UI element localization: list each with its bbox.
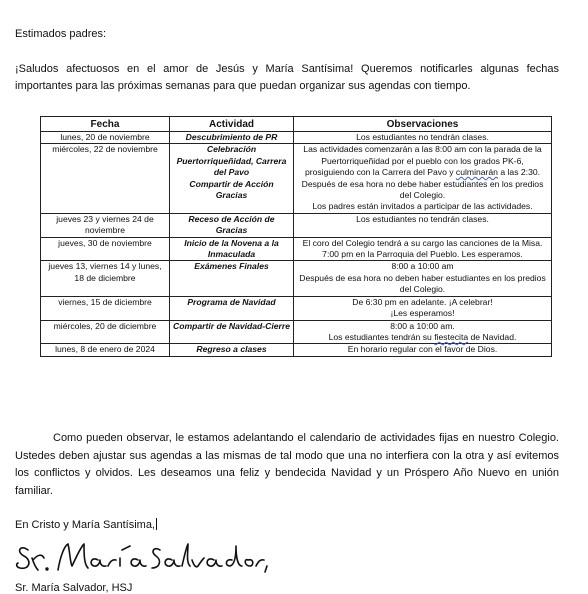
table-row: [41, 344, 552, 356]
cell-actividad: Descubrimiento de PR: [170, 132, 294, 144]
cell-fecha: lunes, 20 de noviembre: [41, 132, 170, 144]
observation-line: De 6:30 pm en adelante. ¡A celebrar!: [352, 296, 493, 307]
header-fecha: Fecha: [41, 117, 170, 132]
observation-line: [297, 144, 548, 201]
cell-actividad: [170, 144, 294, 213]
activity-line: Celebración Puertorriqueñidad, Carrera del Pavo: [176, 144, 287, 178]
spellcheck-word: fiestecita: [434, 331, 469, 342]
cell-fecha: miércoles, 20 de diciembre: [41, 320, 170, 344]
cell-actividad: Regreso a clases: [170, 344, 294, 356]
observation-text: Los estudiantes tendrán su: [328, 331, 435, 342]
observation-text: de Navidad.: [468, 331, 517, 342]
valediction[interactable]: [15, 518, 157, 531]
cell-observaciones: [294, 296, 552, 320]
cell-fecha: miércoles, 22 de noviembre: [41, 144, 170, 213]
observation-line: ¡Les esperamos!: [390, 308, 455, 319]
table-row: [41, 144, 552, 213]
table-row: [41, 213, 552, 237]
table-row: [41, 320, 552, 344]
table-row: [41, 237, 552, 261]
header-actividad: Actividad: [170, 117, 294, 132]
intro-paragraph: ¡Saludos afectuosos en el amor de Jesús y María Santísima! Queremos notificarles algunas fechas importantes para las próximas semanas para que puedan organizar sus agendas con tiempo.: [15, 63, 559, 92]
cell-observaciones: En horario regular con el favor de Dios.: [294, 344, 552, 356]
observation-line: [297, 332, 548, 343]
cell-fecha: jueves, 30 de noviembre: [41, 237, 170, 261]
observation-line: Después de esa hora no deben haber estudiantes en los predios del Colegio.: [299, 272, 546, 295]
events-table: [40, 116, 552, 357]
cell-actividad: Inicio de la Novena a la Inmaculada: [170, 237, 294, 261]
cell-observaciones: Los estudiantes no tendrán clases.: [294, 213, 552, 237]
spellcheck-word: culminarán: [455, 167, 498, 178]
observation-line: Los padres están invitados a participar de las actividades.: [312, 201, 533, 212]
valediction-text: En Cristo y María Santísima,: [15, 519, 155, 531]
observation-line: 8:00 a 10:00 am.: [390, 320, 455, 331]
observation-text: Las actividades comenzarán a las 8:00 am con la parada de la Puertorriqueñidad por el pueblo con los grados PK-6, prosiguiendo con la Carrera del Pavo y: [303, 144, 542, 178]
activity-line: Compartir de Acción Gracias: [189, 178, 274, 201]
table-row: [41, 132, 552, 144]
cell-observaciones: [294, 261, 552, 296]
cell-fecha: jueves 13, viernes 14 y lunes, 18 de diciembre: [41, 261, 170, 296]
cell-observaciones: Los estudiantes no tendrán clases.: [294, 132, 552, 144]
observation-text: a las 2:30. Después de esa hora no debe haber estudiantes en los predios del Colegio.: [301, 167, 544, 201]
table-row: [41, 261, 552, 296]
table-row: [41, 296, 552, 320]
cell-observaciones: [294, 320, 552, 344]
cell-observaciones: El coro del Colegio tendrá a su cargo las canciones de la Misa. 7:00 pm en la Parroquia del Pueblo. Les esperamos.: [294, 237, 552, 261]
text-cursor: [156, 518, 157, 530]
cell-fecha: lunes, 8 de enero de 2024: [41, 344, 170, 356]
greeting: Estimados padres:: [15, 28, 107, 40]
signer-name-partial: Sr. María Salvador, HSJ: [15, 582, 133, 594]
handwritten-signature: [14, 536, 274, 580]
closing-paragraph: Como pueden observar, le estamos adelantando el calendario de actividades fijas en nuestro Colegio. Ustedes deben ajustar sus agendas a las mismas de tal modo que una no interfiera con la otra y así evitemos los conflictos y olvidos. Les deseamos una feliz y bendecida Navidad y un Próspero Año Nuevo en unión familiar.: [15, 432, 559, 497]
cell-observaciones: [294, 144, 552, 213]
table-header-row: [41, 117, 552, 132]
observation-line: 8:00 a 10:00 am: [391, 261, 454, 272]
cell-actividad: Programa de Navidad: [170, 296, 294, 320]
cell-fecha: viernes, 15 de diciembre: [41, 296, 170, 320]
cell-actividad: Receso de Acción de Gracias: [170, 213, 294, 237]
cell-actividad: Compartir de Navidad-Cierre: [170, 320, 294, 344]
cell-actividad: Exámenes Finales: [170, 261, 294, 296]
cell-fecha: jueves 23 y viernes 24 de noviembre: [41, 213, 170, 237]
header-observaciones: Observaciones: [294, 117, 552, 132]
